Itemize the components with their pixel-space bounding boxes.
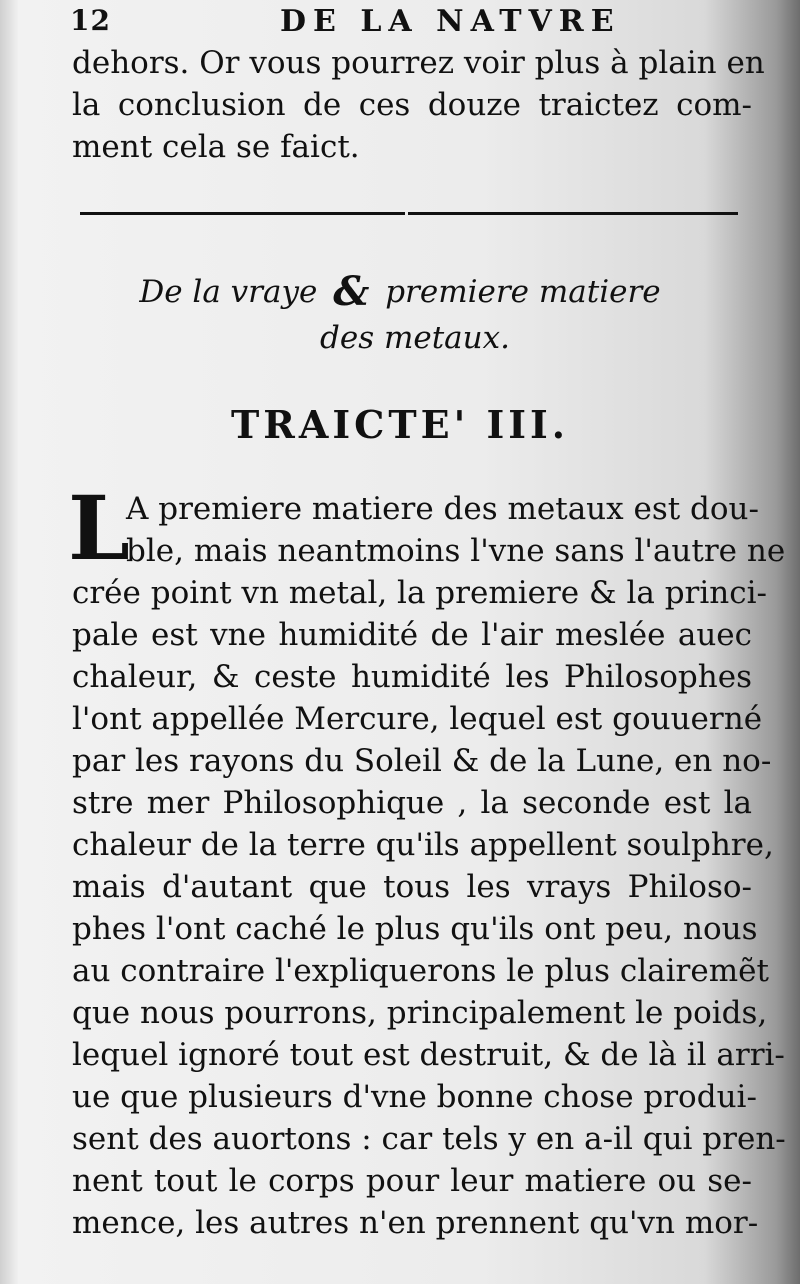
text-line: stre mer Philosophique , la seconde est la [72, 785, 752, 821]
text-line: dehors. Or vous pourrez voir plus à plain en [72, 45, 765, 81]
running-head [70, 4, 730, 42]
text-line: crée point vn metal, la premiere & la princi- [72, 575, 767, 611]
text-line: mais d'autant que tous les vrays Philoso- [72, 869, 752, 905]
text-line: chaleur de la terre qu'ils appellent soulphre, [72, 827, 774, 863]
top-paragraph [72, 42, 765, 168]
text-line: lequel ignoré tout est destruit, & de là il arri- [72, 1037, 785, 1073]
text-line: sent des auortons : car tels y en a-il qui pren- [72, 1121, 786, 1157]
text-line: chaleur, & ceste humidité les Philosophes [72, 659, 752, 695]
text-line: pale est vne humidité de l'air meslée auec [72, 617, 752, 653]
treatise-number: TRAICTE' III. [230, 402, 570, 447]
text-line: par les rayons du Soleil & de la Lune, en no- [72, 743, 772, 779]
drop-cap: L [68, 476, 130, 580]
section-rule-right [408, 212, 738, 215]
text-line: A premiere matiere des metaux est dou- [126, 491, 759, 527]
text-line: mence, les autres n'en prennent qu'vn mor- [72, 1205, 759, 1241]
text-line: l'ont appellée Mercure, lequel est gouuerné [72, 701, 763, 737]
text-line: ble, mais neantmoins l'vne sans l'autre ne [126, 533, 786, 569]
text-line: ment cela se faict. [72, 129, 360, 165]
page-number: 12 [70, 4, 111, 37]
text-line: nent tout le corps pour leur matiere ou se- [72, 1163, 752, 1199]
section-rule-left [80, 212, 405, 215]
heading-text-end: premiere matiere [385, 274, 661, 310]
text-line: au contraire l'expliquerons le plus clairemẽt [72, 953, 769, 989]
text-line: que nous pourrons, principalement le poids, [72, 995, 768, 1031]
body-paragraph [72, 488, 786, 1244]
running-title: DE LA NATVRE [280, 4, 621, 39]
heading-ampersand: & [333, 268, 370, 315]
text-line: la conclusion de ces douze traictez com- [72, 87, 752, 123]
heading-text-start: De la vraye [139, 274, 318, 310]
text-line: ue que plusieurs d'vne bonne chose produi- [72, 1079, 757, 1115]
text-line: phes l'ont caché le plus qu'ils ont peu, nous [72, 911, 758, 947]
section-heading-line-2: des metaux. [320, 320, 510, 356]
section-heading-line-1 [0, 268, 800, 315]
page-gutter-shadow [0, 0, 18, 1284]
